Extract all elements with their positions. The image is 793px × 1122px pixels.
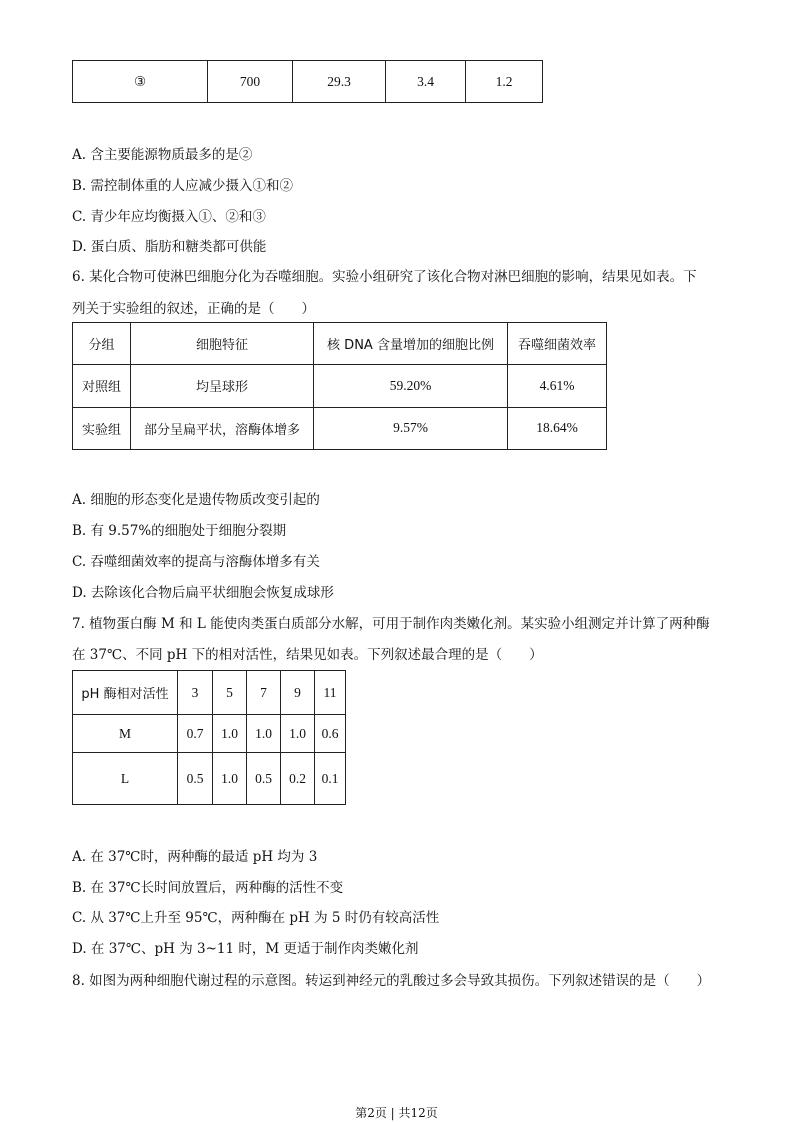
header-cell: 7 [247, 671, 281, 715]
table-cell: 700 [208, 61, 293, 103]
table-cell: 0.5 [178, 753, 213, 805]
header-cell: 11 [315, 671, 346, 715]
table-cell: 1.0 [281, 715, 315, 753]
q7-option-d: D. 在 37℃、pH 为 3~11 时，M 更适于制作肉类嫩化剂 [72, 941, 419, 957]
table-row [73, 61, 543, 103]
table-cell: 1.0 [247, 715, 281, 753]
q8-stem: 8. 如图为两种细胞代谢过程的示意图。转运到神经元的乳酸过多会导致其损伤。下列叙述错误的是（ ） [72, 973, 711, 989]
q7-stem-line2: 在 37℃、不同 pH 下的相对活性，结果见如表。下列叙述最合理的是（ ） [72, 647, 543, 663]
q6-option-c: C. 吞噬细菌效率的提高与溶酶体增多有关 [72, 554, 320, 570]
header-cell: 5 [213, 671, 247, 715]
table-cell: 1.0 [213, 753, 247, 805]
table-cell: 对照组 [73, 365, 131, 407]
q6-stem-line1: 6. 某化合物可使淋巴细胞分化为吞噬细胞。实验小组研究了该化合物对淋巴细胞的影响，结果见如表。下 [72, 269, 697, 285]
table-cell: 1.0 [213, 715, 247, 753]
header-cell: 细胞特征 [131, 323, 314, 365]
table-cell: 9.57% [314, 407, 508, 449]
table-cell: 0.6 [315, 715, 346, 753]
table-cell: L [73, 753, 178, 805]
header-cell: 吞噬细菌效率 [508, 323, 607, 365]
table-cell: ③ [73, 61, 208, 103]
table-row [73, 365, 607, 407]
table-header-row [73, 323, 607, 365]
table-cell: 59.20% [314, 365, 508, 407]
table-row [73, 753, 346, 805]
table-cell: 29.3 [293, 61, 386, 103]
table-cell: 均呈球形 [131, 365, 314, 407]
q6-option-b: B. 有 9.57%的细胞处于细胞分裂期 [72, 523, 287, 539]
table-row [73, 715, 346, 753]
table-cell: 18.64% [508, 407, 607, 449]
table-cell: 1.2 [466, 61, 543, 103]
q6-stem-line2: 列关于实验组的叙述，正确的是（ ） [72, 301, 315, 317]
table-cell: 0.1 [315, 753, 346, 805]
header-cell: pH 酶相对活性 [73, 671, 178, 715]
q7-option-b: B. 在 37℃长时间放置后，两种酶的活性不变 [72, 880, 344, 896]
q5-option-b: B. 需控制体重的人应减少摄入①和② [72, 178, 294, 194]
table-cell: 部分呈扁平状，溶酶体增多 [131, 407, 314, 449]
table-cell: M [73, 715, 178, 753]
q7-table [72, 670, 346, 805]
q6-option-a: A. 细胞的形态变化是遗传物质改变引起的 [72, 492, 320, 508]
q5-option-a: A. 含主要能源物质最多的是② [72, 147, 253, 163]
table-cell: 0.7 [178, 715, 213, 753]
q7-stem-line1: 7. 植物蛋白酶 M 和 L 能使肉类蛋白质部分水解，可用于制作肉类嫩化剂。某实验小组测定并计算了两种酶 [72, 616, 710, 632]
q7-option-a: A. 在 37℃时，两种酶的最适 pH 均为 3 [72, 849, 318, 865]
header-cell: 分组 [73, 323, 131, 365]
page-footer: 第2页 | 共12页 [355, 1106, 438, 1120]
q7-option-c: C. 从 37℃上升至 95℃，两种酶在 pH 为 5 时仍有较高活性 [72, 910, 440, 926]
table-cell: 4.61% [508, 365, 607, 407]
q6-table [72, 322, 607, 450]
nutrition-table [72, 60, 543, 103]
header-cell: 9 [281, 671, 315, 715]
table-cell: 3.4 [386, 61, 466, 103]
q5-option-d: D. 蛋白质、脂肪和糖类都可供能 [72, 239, 267, 255]
table-header-row [73, 671, 346, 715]
table-row [73, 407, 607, 449]
q6-option-d: D. 去除该化合物后扁平状细胞会恢复成球形 [72, 585, 334, 601]
table-cell: 0.2 [281, 753, 315, 805]
header-cell: 核 DNA 含量增加的细胞比例 [314, 323, 508, 365]
q5-option-c: C. 青少年应均衡摄入①、②和③ [72, 209, 266, 225]
table-cell: 实验组 [73, 407, 131, 449]
header-cell: 3 [178, 671, 213, 715]
table-cell: 0.5 [247, 753, 281, 805]
